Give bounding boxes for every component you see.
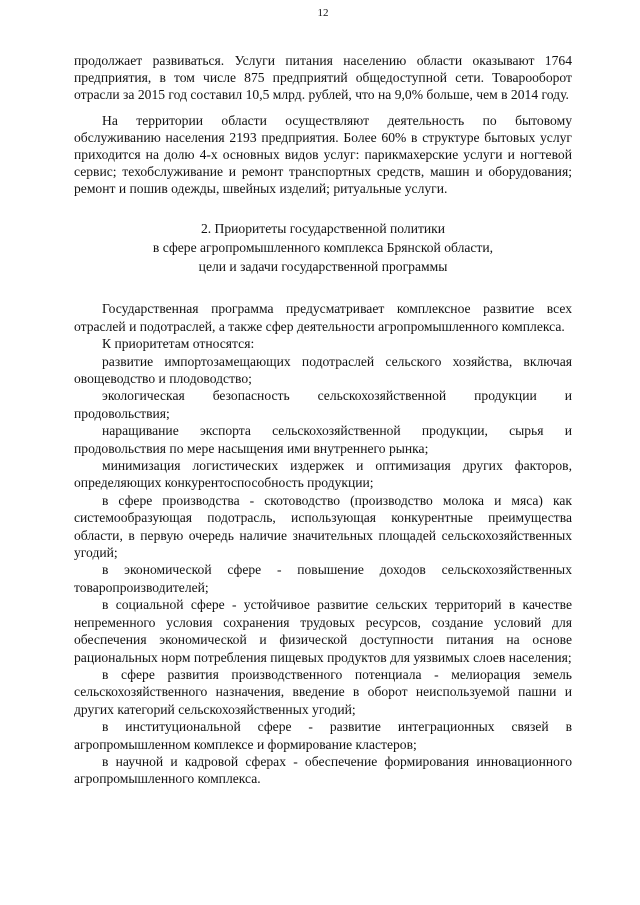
priority-item: в институциональной сфере - развитие интеграционных связей в агропромышленном комплексе и формирование кластеров;: [74, 719, 572, 752]
paragraph-catering: продолжает развиваться. Услуги питания населению области оказывают 1764 предприятия, в том числе 875 предприятий общедоступной сети. Товарооборот отрасли за 2015 год составил 10,5 млрд. рублей, что на 9,0% больше, чем в 2014 году.: [74, 53, 572, 102]
priority-item: минимизация логистических издержек и оптимизация других факторов, определяющих конкурентоспособность продукции;: [74, 458, 572, 491]
paragraph-program-overview: Государственная программа предусматривает комплексное развитие всех отраслей и подотраслей, а также сфер деятельности агропромышленного комплекса.: [74, 301, 572, 334]
priority-item: в экономической сфере - повышение доходов сельскохозяйственных товаропроизводителей;: [74, 562, 572, 595]
priority-item: развитие импортозамещающих подотраслей сельского хозяйства, включая овощеводство и плодоводство;: [74, 353, 572, 386]
priority-item: в социальной сфере - устойчивое развитие сельских территорий в качестве непременного условия сохранения трудовых ресурсов, создание условий для обеспечения экономической и физической доступности питания на основе рациональных норм потребления пищевых продуктов для уязвимых слоев населения;: [74, 597, 572, 665]
priority-item: в сфере развития производственного потенциала - мелиорация земель сельскохозяйственного назначения, введение в оборот неиспользуемой пашни и других категорий сельскохозяйственных угодий;: [74, 666, 572, 717]
priority-item: в сфере производства - скотоводство (производство молока и мяса) как системообразующая подотрасль, использующая конкурентные преимущества области, в первую очередь наличие значительных площадей сельскохозяйственных угодий;: [74, 492, 572, 561]
paragraph-consumer-services: На территории области осуществляют деятельность по бытовому обслуживанию населения 2193 предприятия. Более 60% в структуре бытовых услуг приходится на долю 4-х основных видов услуг: парикмахерские услуги и ногтевой сервис; техобслуживание и ремонт транспортных средств, машин и оборудования; ремонт и пошив одежды, швейных изделий; ритуальные услуги.: [74, 113, 572, 196]
section-heading-line: цели и задачи государственной программы: [198, 259, 448, 275]
section-body: [74, 300, 572, 787]
paragraph-priorities-intro: К приоритетам относятся:: [102, 336, 255, 352]
section-heading: [74, 219, 572, 276]
priority-item: экологическая безопасность сельскохозяйственной продукции и продовольствия;: [74, 388, 572, 421]
intro-section: [74, 53, 572, 197]
priority-item: наращивание экспорта сельскохозяйственной продукции, сырья и продовольствия по мере насыщения ими внутреннего рынка;: [74, 423, 572, 456]
spacer: [74, 103, 572, 113]
section-heading-line: 2. Приоритеты государственной политики: [200, 221, 446, 237]
priority-item: в научной и кадровой сферах - обеспечение формирования инновационного агропромышленного комплекса.: [74, 753, 572, 787]
page-number: 12: [317, 7, 329, 19]
section-heading-line: в сфере агропромышленного комплекса Брянской области,: [152, 240, 494, 256]
